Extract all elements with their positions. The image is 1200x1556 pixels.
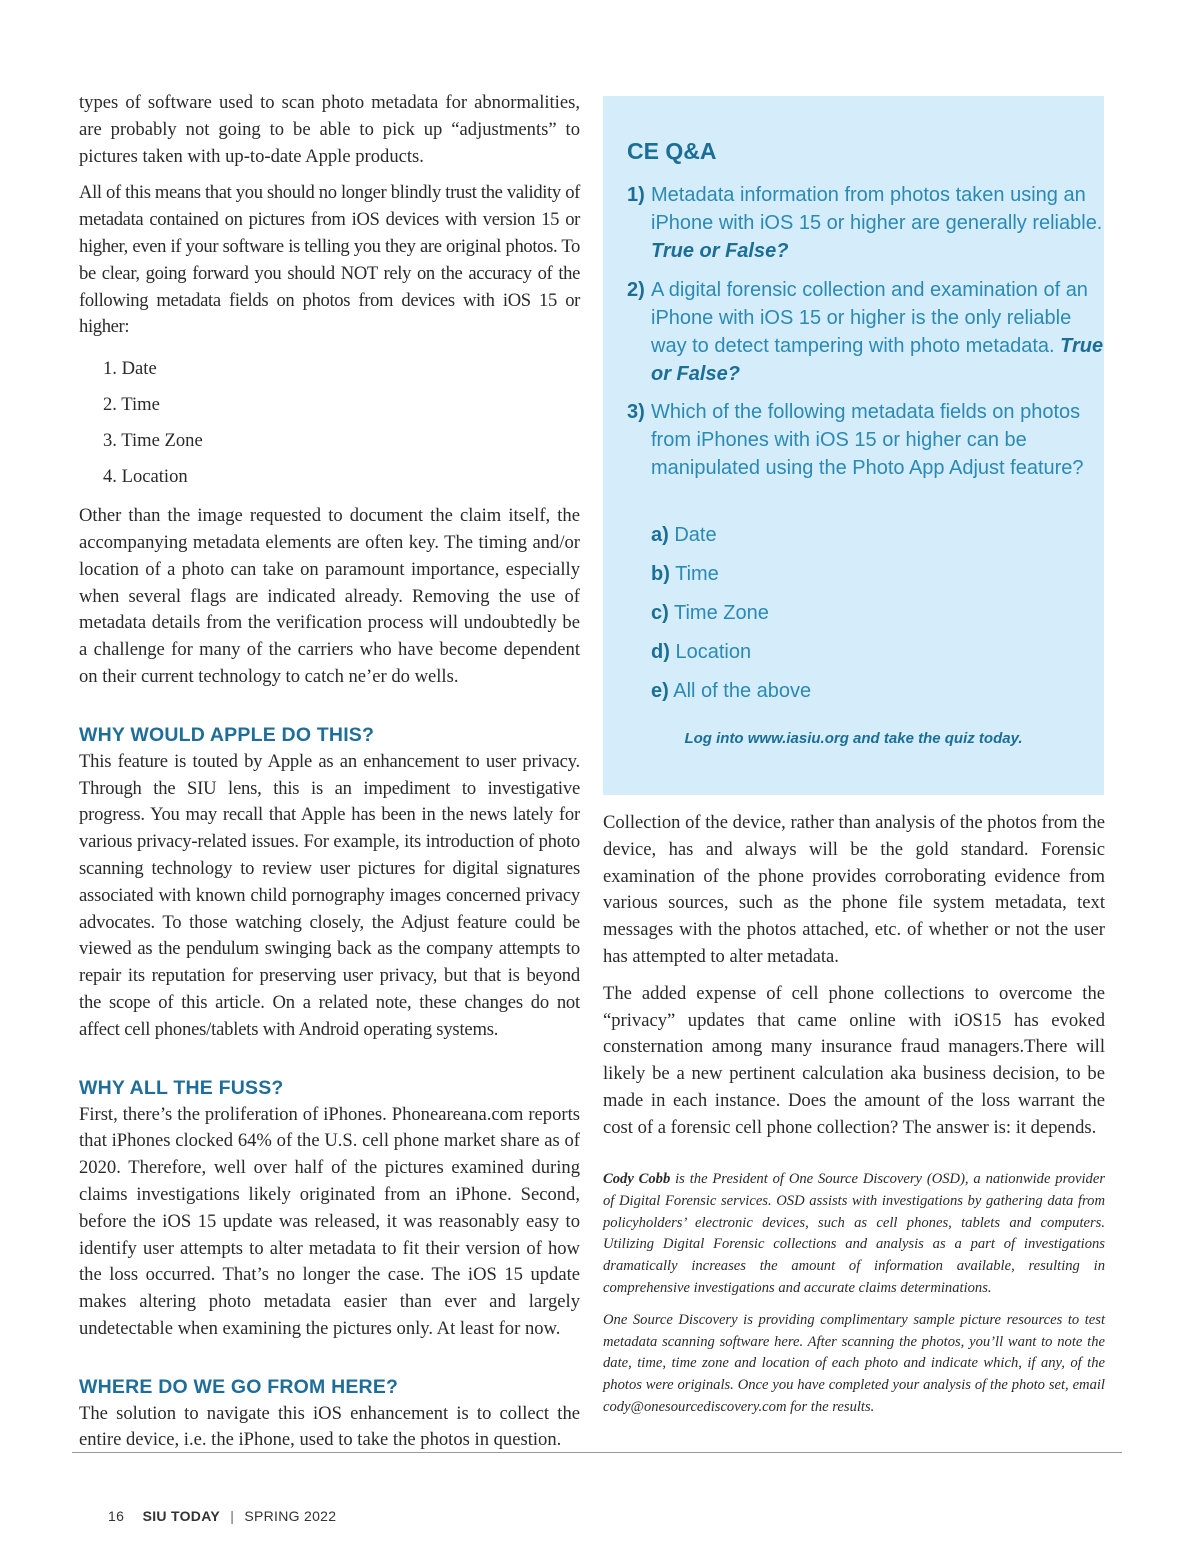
footer-divider — [72, 1452, 1122, 1453]
answer-option — [651, 521, 717, 549]
question-1 — [627, 181, 1111, 265]
option-text: Location — [675, 641, 752, 663]
option-letter: e) — [651, 680, 669, 702]
publication-name: SIU TODAY — [142, 1508, 220, 1524]
separator: | — [230, 1508, 235, 1524]
paragraph: Collection of the device, rather than analysis of the photos from the device, has and always will be the gold standard. Forensic examination of the phone provides corroborating evidence from various sources, such as the phone file system metadata, text messages with the photos attached, etc. of whether or not the user has attempted to alter metadata. — [603, 812, 1105, 967]
option-letter: a) — [651, 524, 669, 546]
paragraph: The solution to navigate this iOS enhancement is to collect the entire device, i.e. the iPhone, used to take the photos in question. — [79, 1402, 580, 1451]
answer-option — [651, 560, 719, 588]
option-text: All of the above — [673, 680, 812, 702]
paragraph: The added expense of cell phone collections to overcome the “privacy” updates that came online with iOS15 has evoked consternation among many insurance fraud managers.There will likely be a new pertinent calculation aka business decision, to be made in each instance. Does the amount of the loss warrant the cost of a forensic cell phone collection? The answer is: it depends. — [603, 982, 1105, 1138]
option-text: Time — [675, 563, 719, 585]
page-footer — [108, 1508, 336, 1524]
ce-qa-box — [603, 96, 1104, 795]
option-text: Date — [674, 524, 717, 546]
list-item: 2. Time — [103, 394, 160, 416]
paragraph: All of this means that you should no longer blindly trust the validity of metadata contained on pictures from iOS devices with version 15 or higher, even if your software is telling you they are original photos. To be clear, going forward you should NOT rely on the accuracy of the following metadata fields on photos from devices with iOS 15 or higher: — [79, 182, 580, 338]
bio-paragraph: One Source Discovery is providing complimentary sample picture resources to test metadata scanning software here. After scanning the photos, you’ll want to note the date, time, time zone and location of each photo and indicate which, if any, of the photos were originals. Once you have completed your analysis of the photo set, email cody@onesourcediscovery.com for the results. — [603, 1311, 1105, 1415]
option-letter: c) — [651, 602, 669, 624]
question-3 — [627, 398, 1111, 482]
section-heading: WHY ALL THE FUSS? — [79, 1076, 284, 1099]
section-heading: WHERE DO WE GO FROM HERE? — [79, 1375, 399, 1398]
paragraph: This feature is touted by Apple as an enhancement to user privacy. Through the SIU lens, this is an impediment to investigative progress. You may recall that Apple has been in the news lately for various privacy-related issues. For example, its introduction of photo scanning technology to review user pictures for digital signatures associated with known child pornography images concerned privacy advocates. To those watching closely, the Adjust feature could be viewed as the pendulum swinging back as the company attempts to repair its reputation for preserving user privacy, but that is beyond the scope of this article. On a related note, these changes do not affect cell phones/tablets with Android operating systems. — [79, 750, 580, 1040]
answer-option — [651, 677, 811, 705]
author-name: Cody Cobb — [603, 1171, 671, 1187]
metadata-fields-list — [79, 351, 580, 495]
page-number: 16 — [108, 1508, 125, 1524]
answer-option — [651, 638, 751, 666]
question-text: Metadata information from photos taken using an iPhone with iOS 15 or higher are generally reliable. — [651, 184, 1103, 234]
quiz-link-text: Log into www.iasiu.org and take the quiz today. — [684, 730, 1023, 747]
paragraph: types of software used to scan photo metadata for abnormalities, are probably not going to be able to pick up “adjustments” to pictures taken with up-to-date Apple products. — [79, 92, 580, 167]
question-text: A digital forensic collection and examination of an iPhone with iOS 15 or higher is the only reliable way to detect tampering with photo metadata. — [651, 279, 1088, 357]
question-number: 1) — [627, 184, 645, 206]
list-item: 4. Location — [103, 466, 188, 488]
author-bio — [603, 1169, 1105, 1429]
list-item: 3. Time Zone — [103, 430, 203, 452]
true-false-label: True or False? — [651, 335, 1104, 385]
section-heading: WHY WOULD APPLE DO THIS? — [79, 723, 375, 746]
option-letter: d) — [651, 641, 670, 663]
answer-option — [651, 599, 769, 627]
left-column — [79, 90, 580, 1464]
list-item: 1. Date — [103, 358, 157, 380]
issue-date: SPRING 2022 — [244, 1508, 337, 1524]
question-number: 2) — [627, 279, 645, 301]
true-false-label: True or False? — [651, 240, 789, 262]
option-letter: b) — [651, 563, 670, 585]
paragraph: First, there’s the proliferation of iPhones. Phoneareana.com reports that iPhones clocked 64% of the U.S. cell phone market share as of 2020. Therefore, well over half of the pictures examined during claims investigations likely originated from an iPhone. Second, before the iOS 15 update was released, it was reasonably easy to identify user attempts to alter metadata to fit their version of how the loss occurred. That’s no longer the case. The iOS 15 update makes altering photo metadata easier than ever and largely undetectable when examining the pictures only. At least for now. — [79, 1103, 580, 1339]
paragraph: Other than the image requested to document the claim itself, the accompanying metadata elements are often key. The timing and/or location of a photo can take on paramount importance, especially when several flags are indicated already. Removing the use of metadata details from the verification process will undoubtedly be a challenge for many of the carriers who have become dependent on their current technology to catch ne’er do wells. — [79, 505, 580, 687]
question-number: 3) — [627, 401, 645, 423]
question-2 — [627, 276, 1111, 388]
qa-title: CE Q&A — [627, 138, 717, 164]
bio-paragraph — [603, 1169, 1105, 1300]
bio-text: is the President of One Source Discovery (OSD), a nationwide provider of Digital Forensic services. OSD assists with investigations by gathering data from policyholders’ electronic devices, such as cell phones, tablets and computers. Utilizing Digital Forensic collections and analysis as a part of investigations dramatically increases the amount of information available, resulting in comprehensive investigations and accurate claims determinations. — [603, 1171, 1105, 1296]
option-text: Time Zone — [674, 602, 769, 624]
question-text: Which of the following metadata fields on photos from iPhones with iOS 15 or higher can be manipulated using the Photo App Adjust feature? — [651, 401, 1084, 479]
right-column-text — [603, 810, 1105, 1152]
